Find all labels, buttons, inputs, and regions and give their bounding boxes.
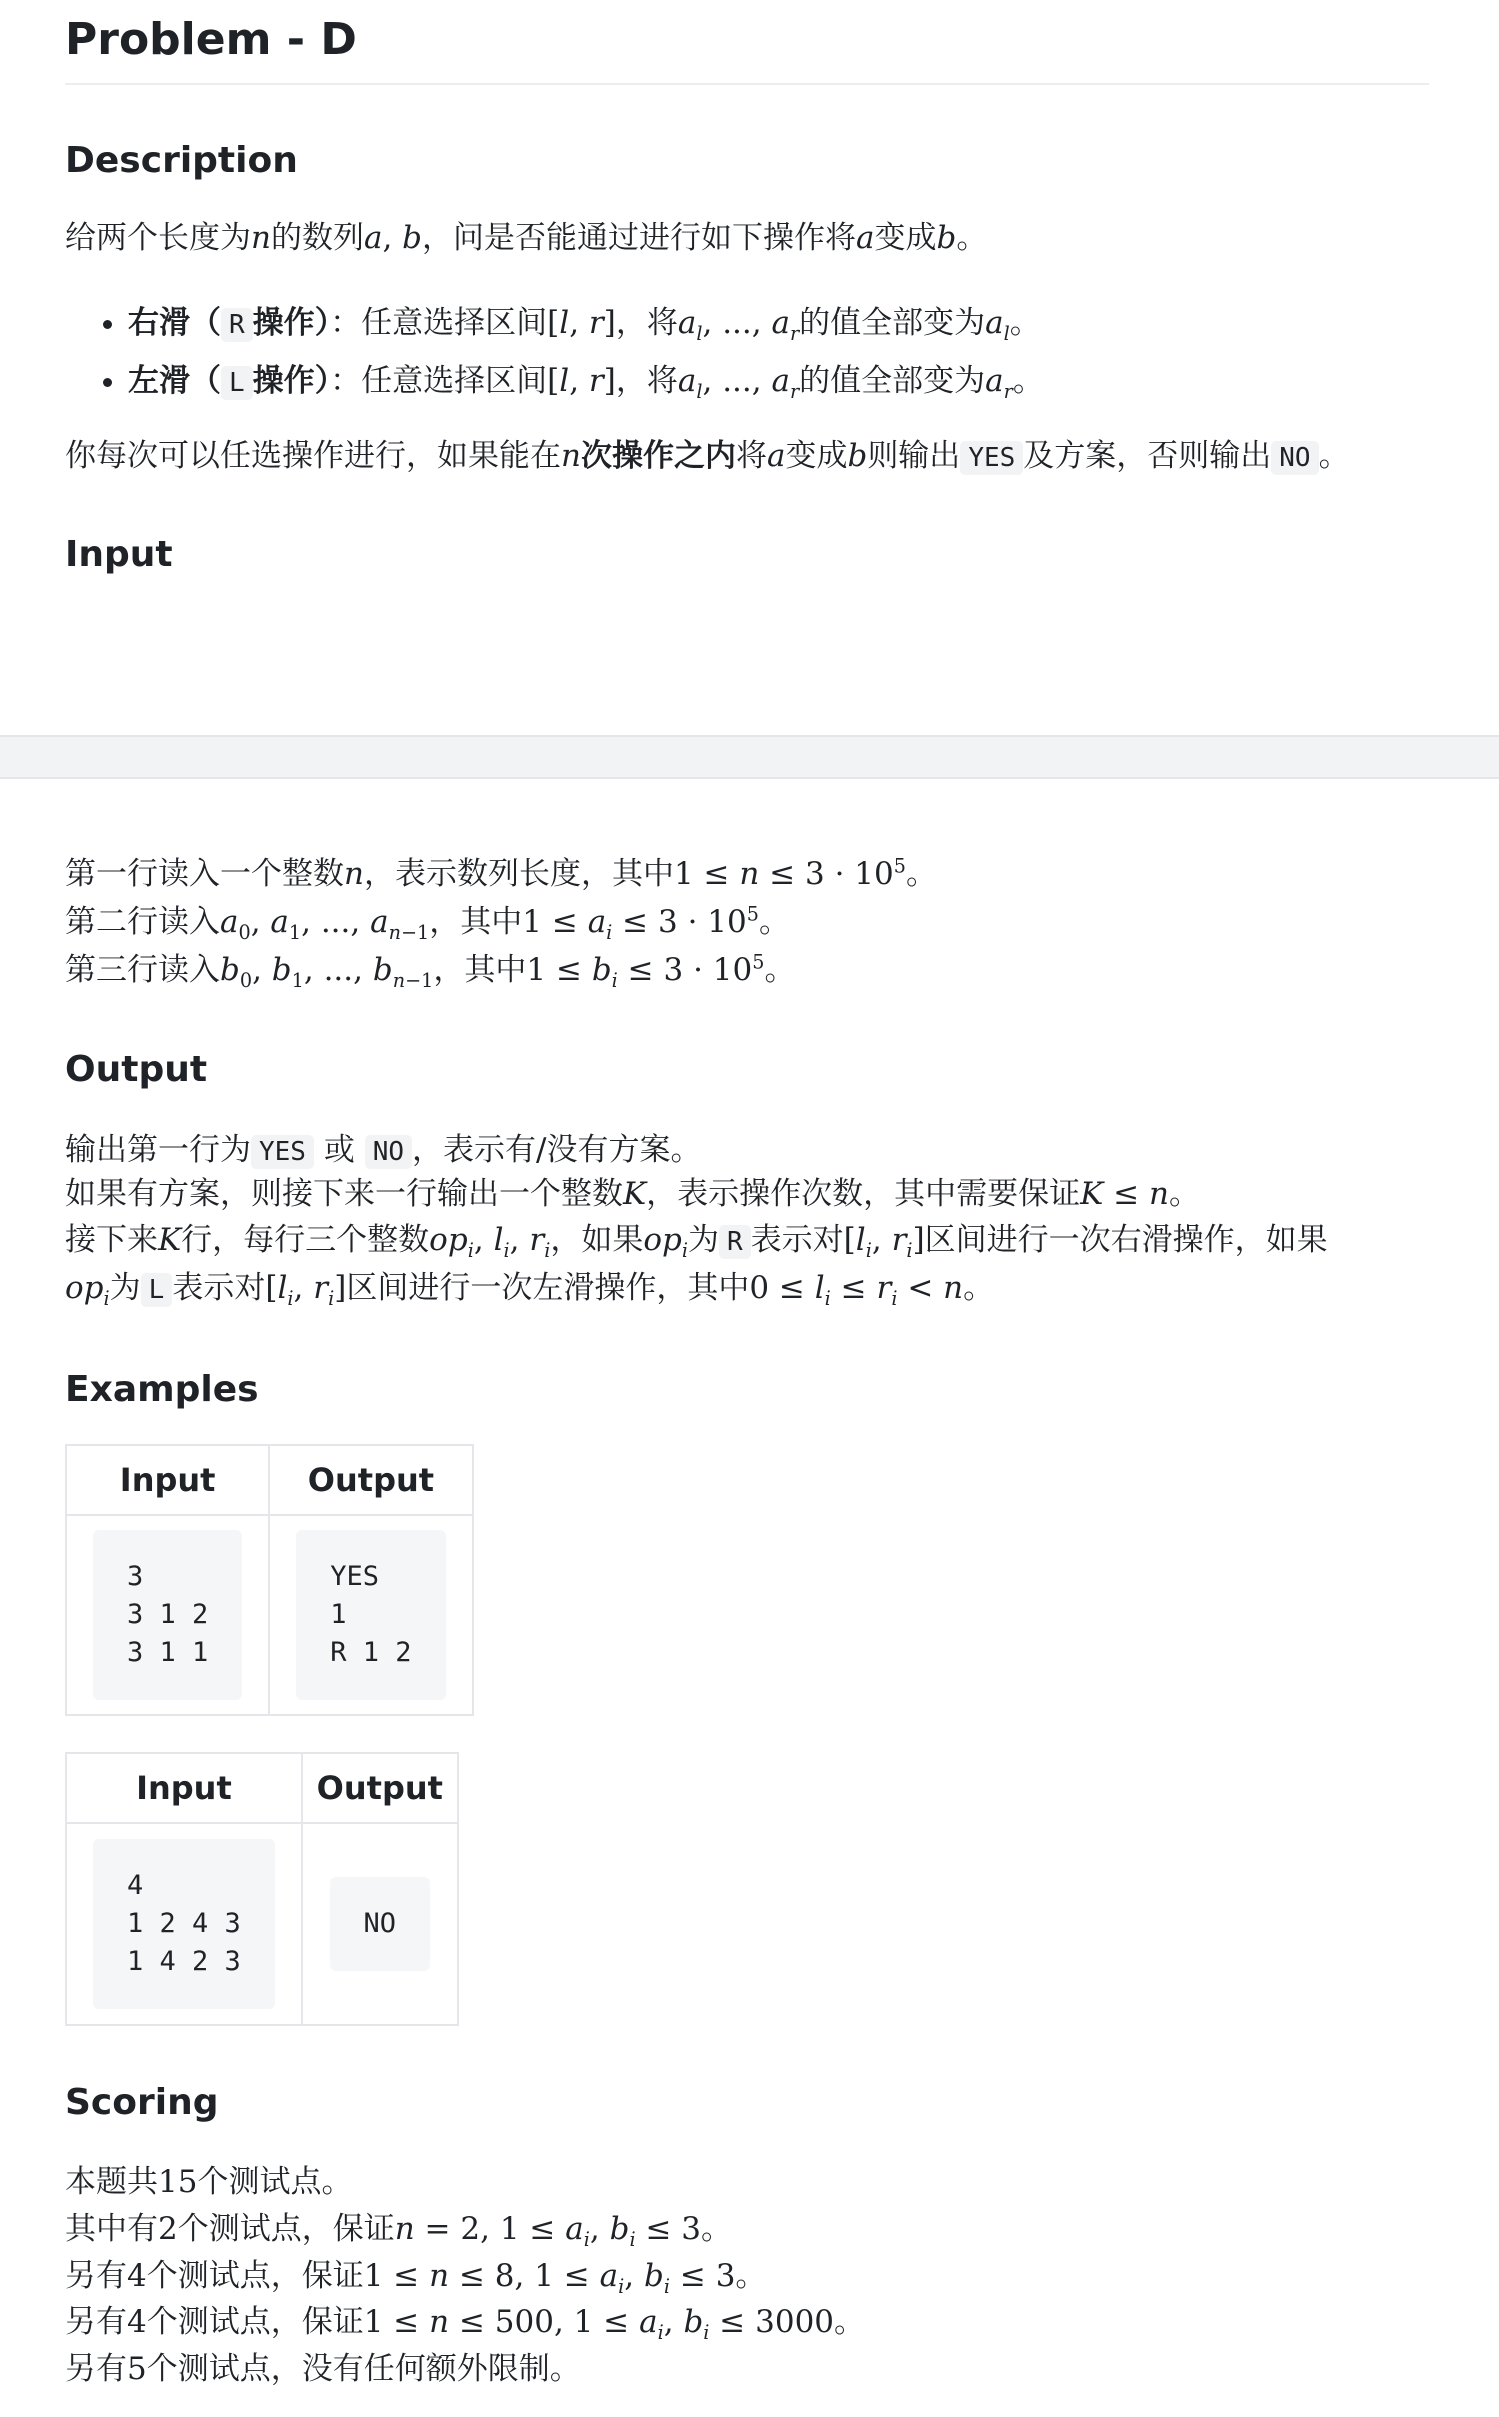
example-output-cell (302, 1823, 458, 2025)
list-item: • 右滑（ R 操作）：任意选择区间[l, r]，将$a_l$, ..., $a_r$的值全部变为$a_l$。 (128, 295, 1044, 353)
example-input-header: Input (66, 1753, 302, 1823)
page-title: Problem - D (65, 14, 357, 65)
output-line-3: 接下来K行，每行三个整数$op_i$, $l_i$, $r_i$，如果$op_i$为 R 表示对[$l_i$, $r_i$]区间进行一次右滑操作，如果 (65, 1222, 1328, 1263)
description-rule: 你每次可以任选操作进行，如果能在n次操作之内将a变成b则输出 YES 及方案，否则输出 NO 。 (65, 438, 1350, 474)
example-output-header: Output (269, 1445, 472, 1515)
input-line-2: 第二行读入$a_0$, $a_1$, ..., $a_{n-1}$，其中$1 \le a_i \le 3 \cdot 10^5$。 (65, 902, 790, 945)
input-heading: Input (65, 534, 173, 575)
example-input-block[interactable]: 4 1 2 4 3 1 4 2 3 (93, 1839, 275, 2009)
page-header (65, 14, 1429, 65)
example-output-block[interactable]: NO (330, 1877, 431, 1971)
description-intro: 给两个长度为n的数列a, b，问是否能通过进行如下操作将a变成b。 (65, 220, 988, 256)
examples-heading: Examples (65, 1369, 259, 1410)
example-output-block[interactable]: YES 1 R 1 2 (296, 1530, 445, 1700)
example-table-1 (65, 1444, 474, 1716)
example-input-header: Input (66, 1445, 269, 1515)
scoring-line-5: 另有5个测试点，没有任何额外限制。 (65, 2351, 581, 2387)
list-item: • 左滑（ L 操作）：任意选择区间[l, r]，将$a_l$, ..., $a_r$的值全部变为$a_r$。 (128, 353, 1044, 411)
example-output-header: Output (302, 1753, 458, 1823)
example-input-cell (66, 1823, 302, 2025)
operation-list (65, 295, 1044, 411)
example-input-block[interactable]: 3 3 1 2 3 1 1 (93, 1530, 242, 1700)
example-output-cell (269, 1515, 472, 1715)
example-input-cell (66, 1515, 269, 1715)
divider-band (0, 735, 1499, 779)
scoring-line-1: 本题共15个测试点。 (65, 2164, 353, 2200)
scoring-heading: Scoring (65, 2082, 219, 2123)
output-line-1: 输出第一行为 YES 或 NO ，表示有/没有方案。 (65, 1132, 702, 1168)
output-line-4: $op_i$为 L 表示对[$l_i$, $r_i$]区间进行一次左滑操作，其中$0 \le l_i \le r_i < n$。 (65, 1270, 995, 1311)
title-divider (65, 83, 1429, 85)
example-table-2 (65, 1752, 459, 2026)
output-line-2: 如果有方案，则接下来一行输出一个整数K，表示操作次数，其中需要保证K ≤ n。 (65, 1176, 1200, 1212)
scoring-line-4: 另有4个测试点，保证1 ≤ n ≤ 500, $1 \le a_i$, $b_i \le 3000$。 (65, 2304, 866, 2345)
output-heading: Output (65, 1049, 208, 1090)
input-line-3: 第三行读入$b_0$, $b_1$, ..., $b_{n-1}$，其中$1 \le b_i \le 3 \cdot 10^5$。 (65, 950, 796, 993)
input-line-1: 第一行读入一个整数n，表示数列长度，其中$1 \le n \le 3 \cdot 10^5$。 (65, 854, 937, 892)
scoring-line-3: 另有4个测试点，保证1 ≤ n ≤ 8, $1 \le a_i$, $b_i \le 3$。 (65, 2258, 767, 2299)
description-heading: Description (65, 140, 298, 181)
scoring-line-2: 其中有2个测试点，保证n = 2, $1 \le a_i$, $b_i \le 3$。 (65, 2211, 733, 2252)
